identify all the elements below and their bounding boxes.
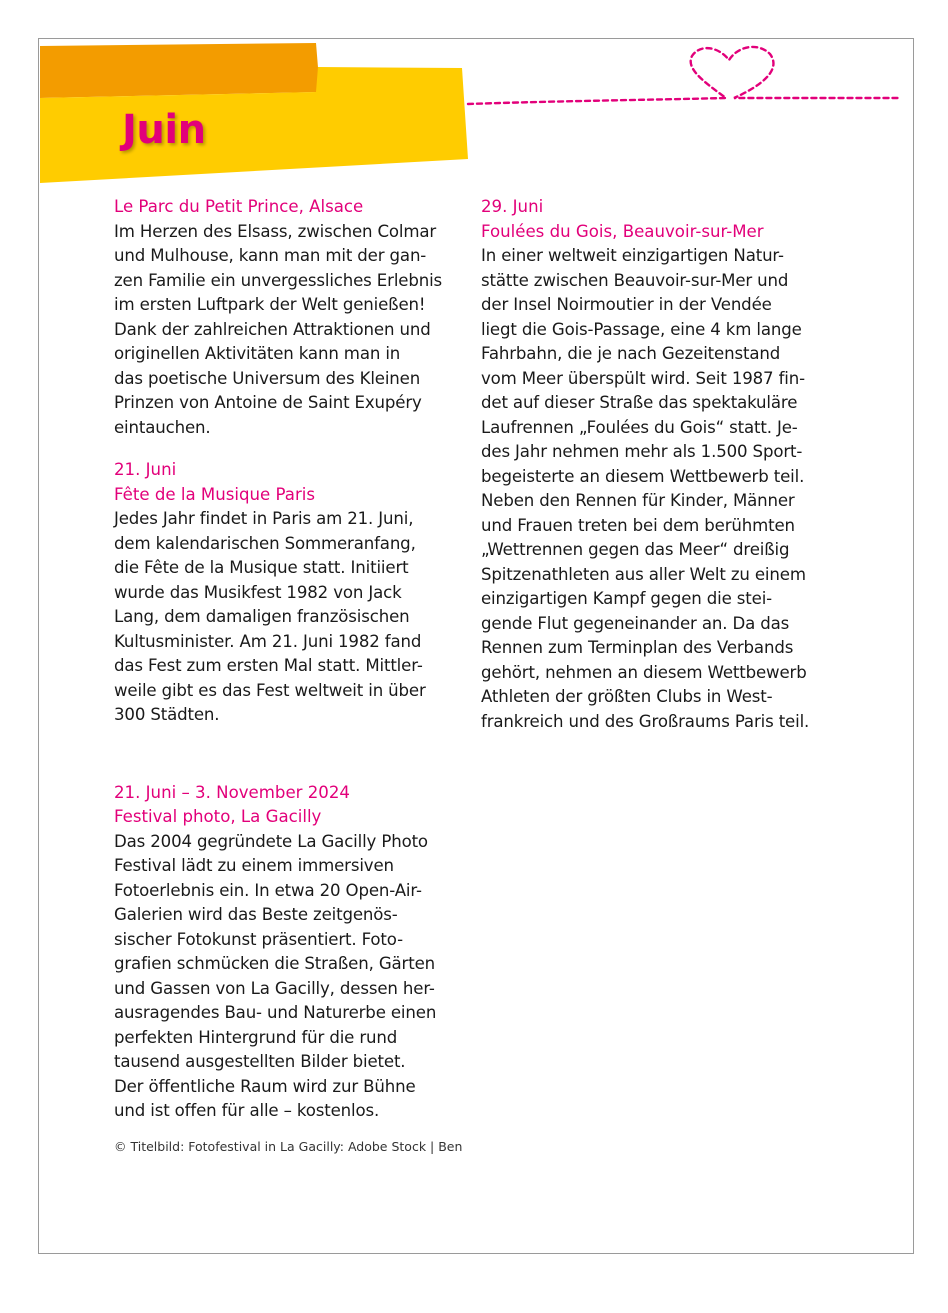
text-line: der Insel Noirmoutier in der Vendée [481,295,772,314]
spacer [114,728,464,781]
text-line: frankreich und des Großraums Paris teil. [481,711,810,731]
event-petit-prince [114,195,464,440]
event-title: Fête de la Musique Paris [114,484,316,504]
event-fete-musique [114,458,464,728]
text-line: und Mulhouse, kann man mit der gan- [114,246,427,265]
text-line: Der öffentliche Raum wird zur Bühne [114,1076,416,1096]
month-banner [0,0,470,190]
event-description [481,244,841,734]
right-column [481,195,841,734]
text-line: dem kalendarischen Sommeranfang, [114,533,416,553]
text-line: das Fest zum ersten Mal statt. Mittler- [114,656,423,675]
text-line: Fotoerlebnis ein. In etwa 20 Open-Air- [114,880,422,900]
event-foulees-du-gois [481,195,841,734]
text-line: Lang, dem damaligen französischen [114,607,410,626]
photo-credit: © Titelbild: Fotofestival in La Gacilly: Adobe Stock | Ben [114,1139,463,1154]
month-title: Juin [122,107,206,153]
text-line: und Gassen von La Gacilly, dessen her- [114,978,435,998]
text-line: gende Flut gegeneinander an. Da das [481,613,790,633]
text-line: vom Meer überspült wird. Seit 1987 fin- [481,368,805,388]
text-line: 300 Städten. [114,705,220,724]
text-line: grafien schmücken die Straßen, Gärten [114,954,436,973]
text-line: Im Herzen des Elsass, zwischen Colmar [114,221,437,241]
text-line: das poetische Universum des Kleinen [114,368,421,388]
text-line: gehört, nehmen an diesem Wettbewerb [481,662,807,682]
event-date: 21. Juni – 3. November 2024 [114,782,350,802]
text-line: wurde das Musikfest 1982 von Jack [114,582,402,602]
event-date: 29. Juni [481,197,544,216]
text-line: Spitzenathleten aus aller Welt zu einem [481,564,806,584]
text-line: einzigartigen Kampf gegen die stei- [481,589,773,608]
text-line: Fahrbahn, die je nach Gezeitenstand [481,344,781,363]
text-line: det auf dieser Straße das spektakuläre [481,393,798,412]
text-line: begeisterte an diesem Wettbewerb teil. [481,466,805,486]
event-date: 21. Juni [114,460,177,479]
event-title: Foulées du Gois, Beauvoir-sur-Mer [481,221,764,241]
text-line: im ersten Luftpark der Welt genießen! [114,295,426,314]
text-line: eintauchen. [114,417,211,437]
text-line: weile gibt es das Fest weltweit in über [114,680,426,700]
text-line: originellen Aktivitäten kann man in [114,344,401,363]
text-line: perfekten Hintergrund für die rund [114,1027,398,1047]
spacer [114,440,464,458]
text-line: Rennen zum Terminplan des Verbands [481,638,794,657]
text-line: Jedes Jahr findet in Paris am 21. Juni, [114,509,414,528]
left-column [114,195,464,1124]
event-title: Festival photo, La Gacilly [114,807,322,826]
text-line: Athleten der größten Clubs in West- [481,687,773,706]
text-line: Kultusminister. Am 21. Juni 1982 fand [114,631,422,651]
text-line: Galerien wird das Beste zeitgenös- [114,905,398,924]
text-line: und ist offen für alle – kostenlos. [114,1101,380,1120]
text-line: Das 2004 gegründete La Gacilly Photo [114,831,428,851]
event-description [114,830,464,1124]
text-line: Neben den Rennen für Kinder, Männer [481,491,795,510]
event-description [114,220,464,441]
text-line: stätte zwischen Beauvoir-sur-Mer und [481,270,789,290]
text-line: tausend ausgestellten Bilder bietet. [114,1052,406,1071]
text-line: des Jahr nehmen mehr als 1.500 Sport- [481,442,803,461]
text-line: Dank der zahlreichen Attraktionen und [114,319,431,339]
text-line: sischer Fotokunst präsentiert. Foto- [114,929,403,949]
text-line: In einer weltweit einzigartigen Natur- [481,246,784,265]
event-description [114,507,464,728]
text-line: und Frauen treten bei dem berühmten [481,515,795,535]
banner-orange-stripe [40,43,320,98]
text-line: zen Familie ein unvergessliches Erlebnis [114,270,443,290]
text-line: Prinzen von Antoine de Saint Exupéry [114,393,422,412]
text-line: liegt die Gois-Passage, eine 4 km lange [481,319,802,339]
text-line: „Wettrennen gegen das Meer“ dreißig [481,540,790,559]
heart-dashed-line [468,47,898,104]
event-title: Le Parc du Petit Prince, Alsace [114,197,364,216]
heart-icon [466,40,901,110]
text-line: die Fête de la Musique statt. Initiiert [114,558,409,577]
text-line: ausragendes Bau- und Naturerbe einen [114,1003,437,1022]
text-line: Festival lädt zu einem immersiven [114,856,394,875]
event-festival-photo [114,781,464,1124]
text-line: Laufrennen „Foulées du Gois“ statt. Je- [481,417,798,437]
